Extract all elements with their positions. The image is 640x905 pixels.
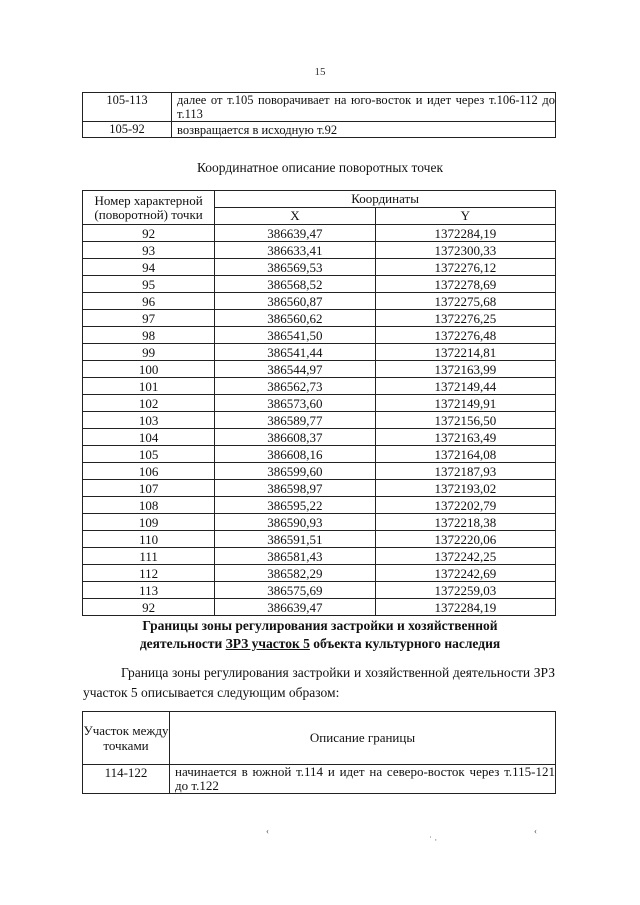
y-coordinate-cell: 1372164,08 [375,446,555,463]
point-number-cell: 101 [83,378,215,395]
coordinates-caption: Координатное описание поворотных точек [196,160,444,175]
point-number-cell: 108 [83,497,215,514]
x-coordinate-cell: 386639,47 [215,225,376,242]
body-paragraph: Граница зоны регулирования застройки и хозяйственной деятельности ЗРЗ участок 5 описывается следующим образом: [83,665,555,700]
table-row [83,548,556,565]
x-coordinate-cell: 386598,97 [215,480,376,497]
point-number-cell: 109 [83,514,215,531]
table-row [83,446,556,463]
boundary-description-table [82,711,556,794]
table-row [83,463,556,480]
x-coordinate-cell: 386591,51 [215,531,376,548]
y-coordinate-cell: 1372300,33 [375,242,555,259]
table-header-row [83,191,556,208]
table-row [83,412,556,429]
x-coordinate-cell: 386568,52 [215,276,376,293]
y-coordinate-cell: 1372276,25 [375,310,555,327]
table-row [83,480,556,497]
point-number-cell: 110 [83,531,215,548]
point-number-cell: 92 [83,599,215,616]
point-number-cell: 96 [83,293,215,310]
header-y: Y [375,208,555,225]
y-coordinate-cell: 1372214,81 [375,344,555,361]
header-description: Описание границы [170,712,556,765]
x-coordinate-cell: 386575,69 [215,582,376,599]
table-row [83,429,556,446]
y-coordinate-cell: 1372242,69 [375,565,555,582]
point-number-cell: 98 [83,327,215,344]
x-coordinate-cell: 386589,77 [215,412,376,429]
boundary-description-table-continued [82,92,556,138]
description-cell: начинается в южной т.114 и идет на северо-восток через т.115-121 до т.122 [170,765,556,794]
y-coordinate-cell: 1372163,99 [375,361,555,378]
table-row [83,497,556,514]
y-coordinate-cell: 1372259,03 [375,582,555,599]
x-coordinate-cell: 386590,93 [215,514,376,531]
y-coordinate-cell: 1372284,19 [375,599,555,616]
table-row [83,378,556,395]
point-number-cell: 105 [83,446,215,463]
y-coordinate-cell: 1372149,91 [375,395,555,412]
point-number-cell: 112 [83,565,215,582]
x-coordinate-cell: 386562,73 [215,378,376,395]
description-cell: возвращается в исходную т.92 [172,122,556,138]
table-row [83,259,556,276]
y-coordinate-cell: 1372278,69 [375,276,555,293]
x-coordinate-cell: 386573,60 [215,395,376,412]
heading-suffix: объекта культурного наследия [309,636,501,651]
y-coordinate-cell: 1372276,48 [375,327,555,344]
heading-line-2 [0,635,640,653]
point-number-cell: 106 [83,463,215,480]
x-coordinate-cell: 386544,97 [215,361,376,378]
y-coordinate-cell: 1372163,49 [375,429,555,446]
header-point-number: Номер характерной (поворотной) точки [83,191,215,225]
table-row [83,765,556,794]
y-coordinate-cell: 1372284,19 [375,225,555,242]
table-row [83,361,556,378]
point-number-cell: 99 [83,344,215,361]
point-number-cell: 107 [83,480,215,497]
y-coordinate-cell: 1372156,50 [375,412,555,429]
coordinates-table-body [83,225,556,616]
header-segment: Участок между точками [83,712,170,765]
table-row [83,327,556,344]
point-number-cell: 92 [83,225,215,242]
x-coordinate-cell: 386569,53 [215,259,376,276]
y-coordinate-cell: 1372242,25 [375,548,555,565]
header-x: X [215,208,376,225]
point-number-cell: 100 [83,361,215,378]
description-cell: далее от т.105 поворачивает на юго-восток и идет через т.106-112 до т.113 [172,93,556,122]
header-coordinates: Координаты [215,191,556,208]
segment-cell: 105-113 [83,93,172,122]
y-coordinate-cell: 1372218,38 [375,514,555,531]
x-coordinate-cell: 386560,87 [215,293,376,310]
heading-line-1: Границы зоны регулирования застройки и хозяйственной [142,618,498,633]
point-number-cell: 94 [83,259,215,276]
table-row [83,122,556,138]
heading-zone-name: ЗРЗ участок 5 [225,636,310,651]
table-row [83,582,556,599]
y-coordinate-cell: 1372275,68 [375,293,555,310]
y-coordinate-cell: 1372202,79 [375,497,555,514]
scan-mark: ˙ · [429,835,438,845]
y-coordinate-cell: 1372193,02 [375,480,555,497]
x-coordinate-cell: 386582,29 [215,565,376,582]
x-coordinate-cell: 386633,41 [215,242,376,259]
y-coordinate-cell: 1372149,44 [375,378,555,395]
table-row [83,310,556,327]
x-coordinate-cell: 386560,62 [215,310,376,327]
x-coordinate-cell: 386639,47 [215,599,376,616]
x-coordinate-cell: 386581,43 [215,548,376,565]
segment-cell: 105-92 [83,122,172,138]
table-row [83,531,556,548]
x-coordinate-cell: 386541,44 [215,344,376,361]
y-coordinate-cell: 1372220,06 [375,531,555,548]
table-row [83,276,556,293]
point-number-cell: 95 [83,276,215,293]
x-coordinate-cell: 386599,60 [215,463,376,480]
table-row [83,293,556,310]
point-number-cell: 113 [83,582,215,599]
y-coordinate-cell: 1372187,93 [375,463,555,480]
table-header-row [83,712,556,765]
page-number: 15 [314,66,326,78]
scan-mark: ‹ [266,826,269,836]
x-coordinate-cell: 386608,37 [215,429,376,446]
point-number-cell: 102 [83,395,215,412]
table-row [83,225,556,242]
table-row [83,242,556,259]
coordinates-table [82,190,556,616]
table-row [83,514,556,531]
x-coordinate-cell: 386541,50 [215,327,376,344]
point-number-cell: 104 [83,429,215,446]
scan-mark: ‹ [534,826,537,836]
table-row [83,599,556,616]
x-coordinate-cell: 386608,16 [215,446,376,463]
table-row [83,344,556,361]
point-number-cell: 103 [83,412,215,429]
section-heading [0,617,640,653]
point-number-cell: 97 [83,310,215,327]
x-coordinate-cell: 386595,22 [215,497,376,514]
table-row [83,93,556,122]
table-row [83,565,556,582]
point-number-cell: 111 [83,548,215,565]
heading-prefix: деятельности [139,636,226,651]
table-row [83,395,556,412]
point-number-cell: 93 [83,242,215,259]
segment-cell: 114-122 [83,765,170,794]
y-coordinate-cell: 1372276,12 [375,259,555,276]
